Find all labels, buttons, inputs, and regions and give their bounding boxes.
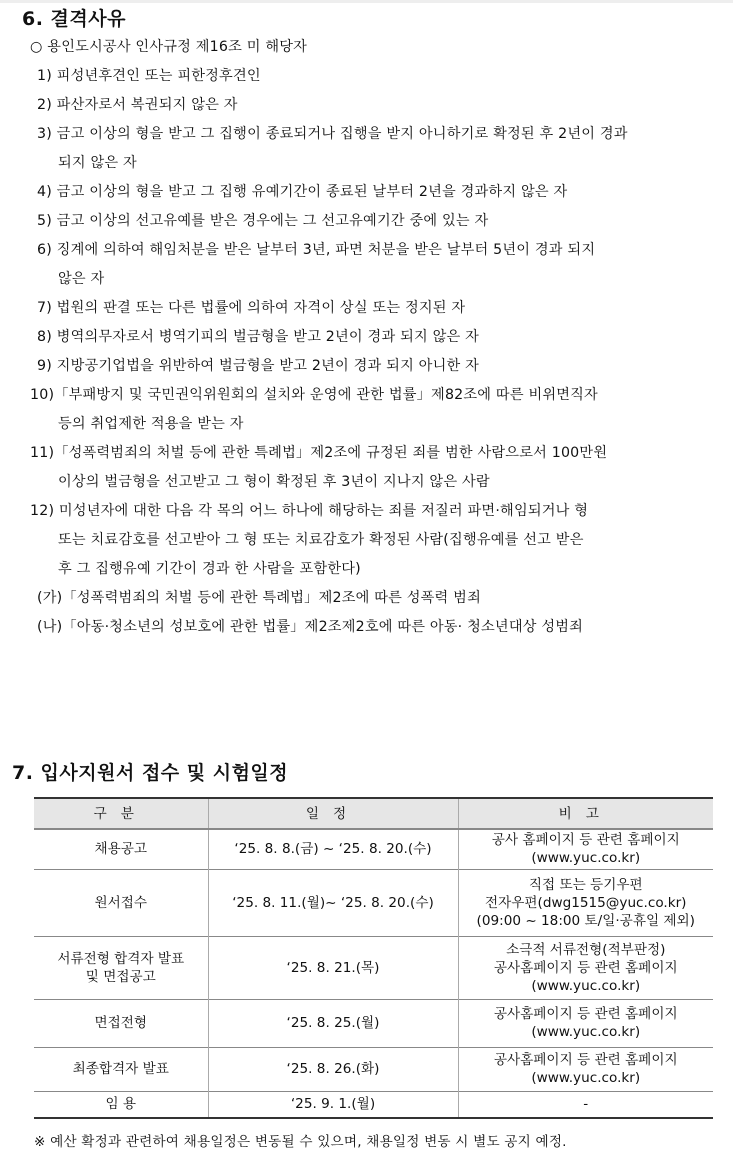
stage-cell [34, 999, 208, 1047]
note-cell [458, 869, 713, 936]
stage-cell-line: 서류전형 합격자 발표 [57, 950, 185, 967]
list-item: 등의 취업제한 적용을 받는 자 [58, 416, 244, 432]
table-row [34, 829, 713, 869]
date-cell: ‘25. 8. 26.(화) [208, 1047, 458, 1091]
column-header: 구분 [34, 798, 208, 829]
list-item: (나)「아동·청소년의 성보호에 관한 법률」제2조제2호에 따른 아동· 청소년대상 성범죄 [37, 619, 584, 635]
list-item: ○ 용인도시공사 인사규정 제16조 미 해당자 [30, 39, 308, 55]
section-6-title: 6. 결격사유 [22, 8, 126, 30]
top-edge [0, 0, 733, 3]
note-cell-line: 공사홈페이지 등 관련 홈페이지 [493, 1052, 678, 1068]
note-cell-line: 전자우편(dwg1515@yuc.co.kr) [485, 894, 687, 911]
note-cell-line: (www.yuc.co.kr) [531, 977, 641, 994]
list-item: 않은 자 [58, 271, 105, 287]
list-item: 11)「성폭력범죄의 처벌 등에 관한 특례법」제2조에 규정된 죄를 범한 사람으로서 100만원 [30, 445, 608, 461]
list-item: 8) 병역의무자로서 병역기피의 벌금형을 받고 2년이 경과 되지 않은 자 [37, 329, 480, 345]
note-cell-line: 직접 또는 등기우편 [528, 876, 643, 893]
date-cell: ‘25. 8. 11.(월)~ ‘25. 8. 20.(수) [208, 869, 458, 936]
section-7-title: 7. 입사지원서 접수 및 시험일정 [12, 762, 289, 784]
table-row [34, 1047, 713, 1091]
note-cell-line: 공사 홈페이지 등 관련 홈페이지 [491, 832, 680, 849]
table-row [34, 999, 713, 1047]
list-item: 9) 지방공기업법을 위반하여 벌금형을 받고 2년이 경과 되지 아니한 자 [37, 358, 480, 374]
list-item: 또는 치료감호를 선고받아 그 형 또는 치료감호가 확정된 사람(집행유예를 선고 받은 [58, 532, 584, 548]
column-header: 일정 [208, 798, 458, 829]
stage-cell-line: 최종합격자 발표 [72, 1061, 169, 1077]
list-item: 후 그 집행유예 기간이 경과 한 사람을 포함한다) [58, 561, 361, 577]
note-cell [458, 1091, 713, 1118]
table-row [34, 936, 713, 999]
note-cell-line: 소극적 서류전형(적부판정) [506, 941, 666, 958]
note-cell-line: - [583, 1096, 589, 1113]
stage-cell [34, 829, 208, 869]
list-item: 5) 금고 이상의 선고유예를 받은 경우에는 그 선고유예기간 중에 있는 자 [37, 213, 489, 229]
list-item: 6) 징계에 의하여 해임처분을 받은 날부터 3년, 파면 처분을 받은 날부터 5년이 경과 되지 [37, 242, 596, 258]
note-cell-line: (www.yuc.co.kr) [531, 1024, 641, 1040]
stage-cell-line: 채용공고 [94, 841, 148, 858]
list-item: 이상의 벌금형을 선고받고 그 형이 확정된 후 3년이 지나지 않은 사람 [58, 474, 490, 490]
date-cell: ‘25. 9. 1.(월) [208, 1091, 458, 1118]
note-cell-line: 공사홈페이지 등 관련 홈페이지 [493, 959, 678, 976]
table-row [34, 1091, 713, 1118]
stage-cell [34, 936, 208, 999]
list-item: 4) 금고 이상의 형을 받고 그 집행 유예기간이 종료된 날부터 2년을 경과하지 않은 자 [37, 184, 568, 200]
stage-cell-line: 임 용 [105, 1096, 137, 1113]
note-cell [458, 999, 713, 1047]
stage-cell [34, 869, 208, 936]
column-header: 비고 [458, 798, 713, 829]
table-row [34, 869, 713, 936]
stage-cell-line: 원서접수 [94, 894, 148, 911]
list-item: 되지 않은 자 [58, 155, 137, 171]
list-item: 3) 금고 이상의 형을 받고 그 집행이 종료되거나 집행을 받지 아니하기로 확정된 후 2년이 경과 [37, 126, 628, 142]
schedule-table [34, 797, 713, 1119]
date-cell: ‘25. 8. 25.(월) [208, 999, 458, 1047]
stage-cell-line: 및 면접공고 [85, 968, 156, 985]
stage-cell [34, 1091, 208, 1118]
note-cell [458, 1047, 713, 1091]
list-item: 7) 법원의 판결 또는 다른 법률에 의하여 자격이 상실 또는 정지된 자 [37, 300, 466, 316]
stage-cell [34, 1047, 208, 1091]
list-item: 1) 피성년후견인 또는 피한정후견인 [37, 68, 261, 84]
date-cell: ‘25. 8. 8.(금) ~ ‘25. 8. 20.(수) [208, 829, 458, 869]
note-cell-line: (www.yuc.co.kr) [531, 1070, 641, 1086]
list-item: (가)「성폭력범죄의 처벌 등에 관한 특례법」제2조에 따른 성폭력 범죄 [37, 590, 481, 606]
schedule-footnote: ※ 예산 확정과 관련하여 채용일정은 변동될 수 있으며, 채용일정 변동 시 별도 공지 예정. [34, 1134, 567, 1150]
list-item: 12) 미성년자에 대한 다음 각 목의 어느 하나에 해당하는 죄를 저질러 파면·해임되거나 형 [30, 503, 589, 519]
list-item: 10)「부패방지 및 국민권익위원회의 설치와 운영에 관한 법률」제82조에 따른 비위면직자 [30, 387, 598, 403]
list-item: 2) 파산자로서 복권되지 않은 자 [37, 97, 238, 113]
note-cell-line: (www.yuc.co.kr) [531, 850, 641, 867]
note-cell-line: 공사홈페이지 등 관련 홈페이지 [493, 1006, 678, 1022]
note-cell [458, 936, 713, 999]
date-cell: ‘25. 8. 21.(목) [208, 936, 458, 999]
note-cell-line: (09:00 ~ 18:00 토/일·공휴일 제외) [476, 912, 695, 929]
stage-cell-line: 면접전형 [94, 1015, 148, 1031]
note-cell [458, 829, 713, 869]
